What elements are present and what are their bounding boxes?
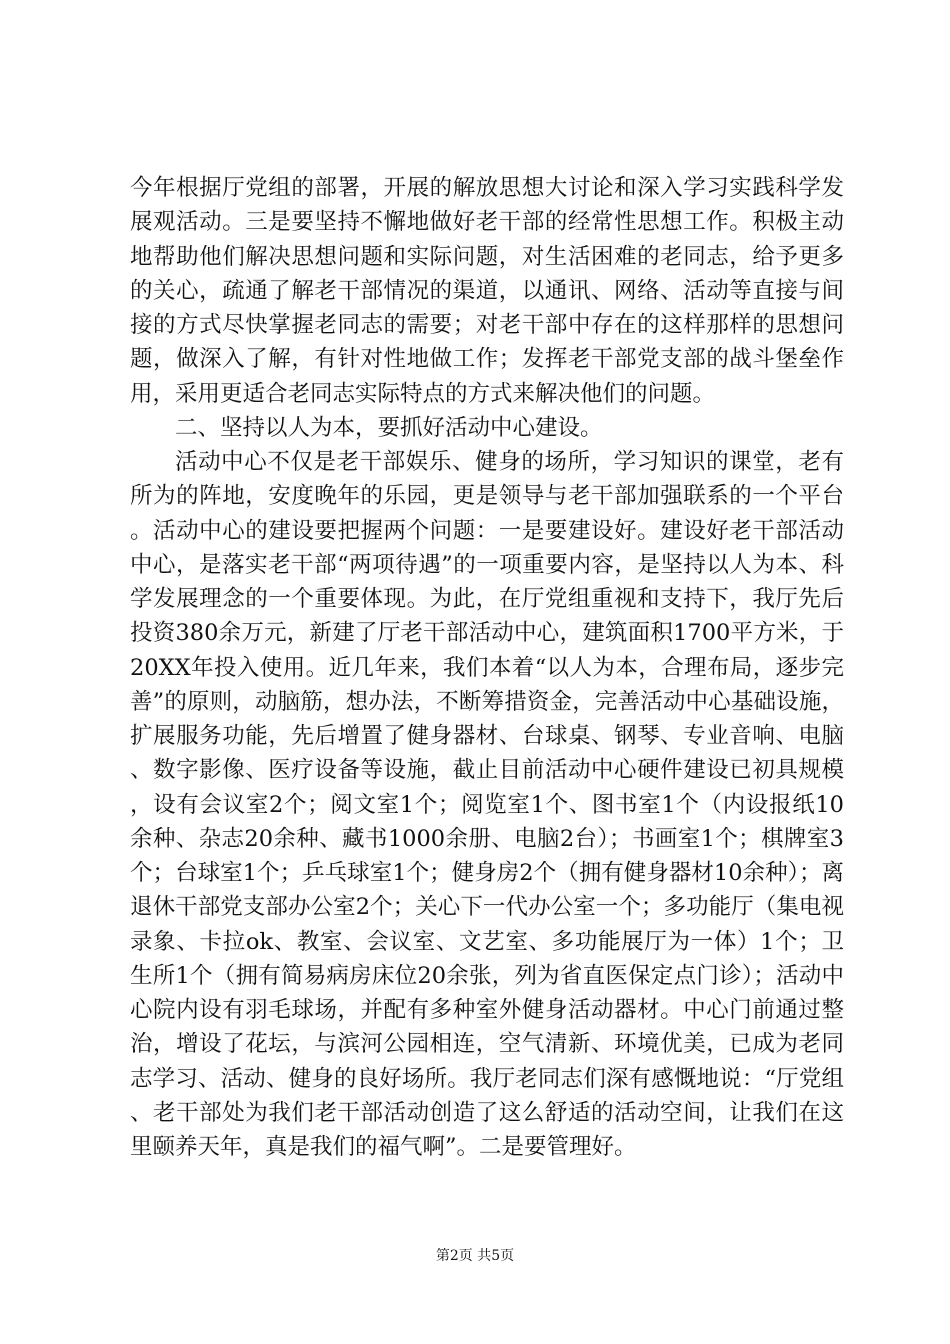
- paragraph-activity-center: 活动中心不仅是老干部娱乐、健身的场所，学习知识的课堂，老有所为的阵地，安度晚年的乐园，更是领导与老干部加强联系的一个平台。活动中心的建设要把握两个问题：一是要建设好。建设好老干部活动中心，是落实老干部“两项待遇”的一项重要内容，是坚持以人为本、科学发展理念的一个重要体现。为此，在厅党组重视和支持下，我厅先后投资380余万元，新建了厅老干部活动中心，建筑面积1700平方米，于20XX年投入使用。近几年来，我们本着“以人为本，合理布局，逐步完善”的原则，动脑筋，想办法，不断筹措资金，完善活动中心基础设施，扩展服务功能，先后增置了健身器材、台球桌、钢琴、专业音响、电脑、数字影像、医疗设备等设施，截止目前活动中心硬件建设已初具规模，设有会议室2个；阅文室1个；阅览室1个、图书室1个（内设报纸10余种、杂志20余种、藏书1000余册、电脑2台）；书画室1个；棋牌室3个；台球室1个；乒乓球室1个；健身房2个（拥有健身器材10余种）；离退休干部党支部办公室2个；关心下一代办公室一个；多功能厅（集电视录象、卡拉ok、教室、会议室、文艺室、多功能展厅为一体）1个；卫生所1个（拥有简易病房床位20余张，列为省直医保定点门诊）；活动中心院内设有羽毛球场，并配有多种室外健身活动器材。中心门前通过整治，增设了花坛，与滨河公园相连，空气清新、环境优美，已成为老同志学习、活动、健身的良好场所。我厅老同志们深有感慨地说：“厅党组、老干部处为我们老干部活动创造了这么舒适的活动空间，让我们在这里颐养天年，真是我们的福气啊”。二是要管理好。: [130, 449, 844, 1160]
- body-text: [130, 171, 844, 1164]
- paragraph-continuation: 今年根据厅党组的部署，开展的解放思想大讨论和深入学习实践科学发展观活动。三是要坚持不懈地做好老干部的经常性思想工作。积极主动地帮助他们解决思想问题和实际问题，对生活困难的老同志，给予更多的关心，疏通了解老干部情况的渠道，以通讯、网络、活动等直接与间接的方式尽快掌握老同志的需要；对老干部中存在的这样那样的思想问题，做深入了解，有针对性地做工作；发挥老干部党支部的战斗堡垒作用，采用更适合老同志实际特点的方式来解决他们的问题。: [130, 175, 844, 407]
- page-number-footer: 第2页 共5页: [435, 1248, 515, 1264]
- section-heading: 二、坚持以人为本，要抓好活动中心建设。: [175, 414, 603, 441]
